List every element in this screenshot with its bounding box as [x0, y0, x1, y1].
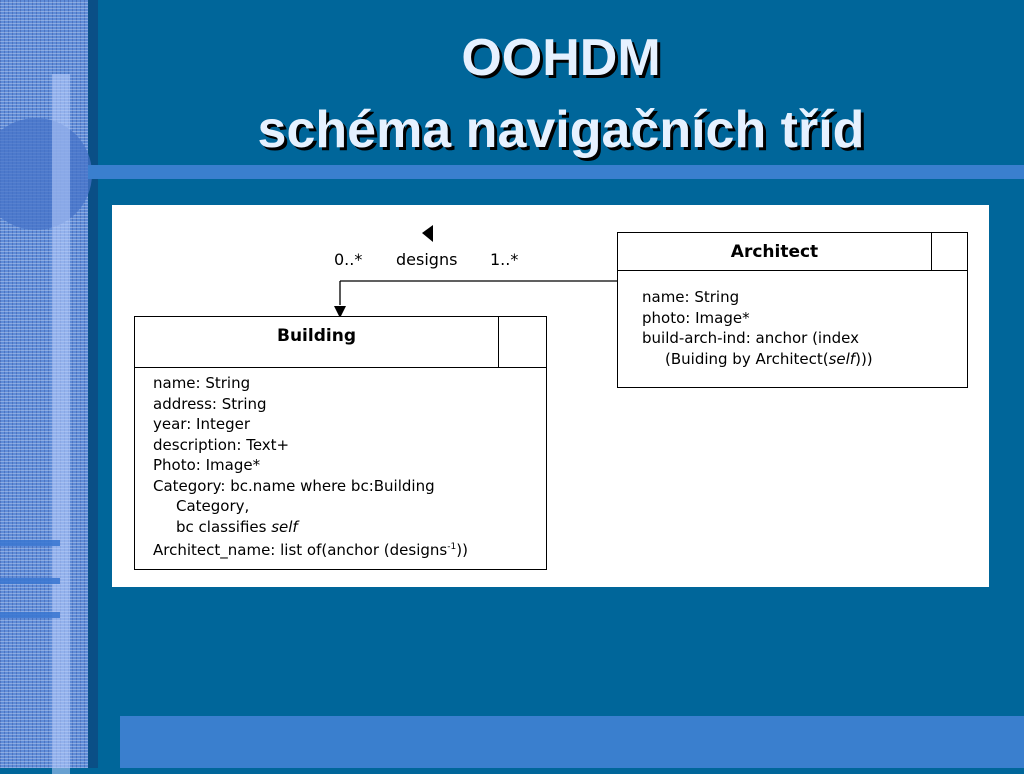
multiplicity-left: 0..*	[334, 250, 363, 269]
class-header	[135, 317, 546, 368]
attribute: address: String	[153, 394, 267, 413]
attribute: name: String	[642, 288, 740, 306]
class-building	[134, 316, 547, 570]
class-header-cell	[931, 233, 967, 270]
attribute: bc classifies self	[176, 517, 298, 536]
decorative-vertical-bar	[52, 74, 70, 774]
attribute-list	[153, 373, 468, 558]
attribute: (Buiding by Architect(self)))	[665, 349, 873, 368]
attribute: build-arch-ind: anchor (index	[642, 329, 859, 347]
attribute: description: Text+	[153, 435, 290, 454]
class-header	[618, 233, 967, 271]
class-architect	[617, 232, 968, 388]
attribute: year: Integer	[153, 415, 250, 433]
attribute: Category: bc.name where bc:Building	[153, 476, 435, 495]
attribute: Photo: Image*	[153, 456, 261, 474]
decorative-strip-shadow	[88, 0, 98, 768]
slide-subtitle: schéma navigačních tříd	[257, 101, 865, 159]
slide-title: OOHDM	[461, 29, 661, 87]
decorative-line	[0, 578, 60, 584]
attribute: Architect_name: list of(anchor (designs$^{-1}$))	[153, 541, 468, 559]
attribute: name: String	[153, 374, 251, 392]
bottom-band	[120, 716, 1024, 768]
attribute: Category,	[176, 497, 250, 515]
title-rule	[88, 165, 1024, 179]
direction-arrow-icon	[422, 225, 433, 242]
attribute: photo: Image*	[642, 308, 750, 327]
class-name: Architect	[730, 242, 819, 262]
multiplicity-right: 1..*	[490, 250, 519, 269]
diagram-panel	[112, 205, 989, 587]
decorative-line	[0, 540, 60, 546]
decorative-line	[0, 612, 60, 618]
attribute-list	[642, 287, 873, 369]
association-label: designs	[396, 250, 458, 269]
decorative-left-strip	[0, 0, 88, 768]
class-name: Building	[277, 326, 356, 346]
class-header-cell	[498, 317, 546, 367]
